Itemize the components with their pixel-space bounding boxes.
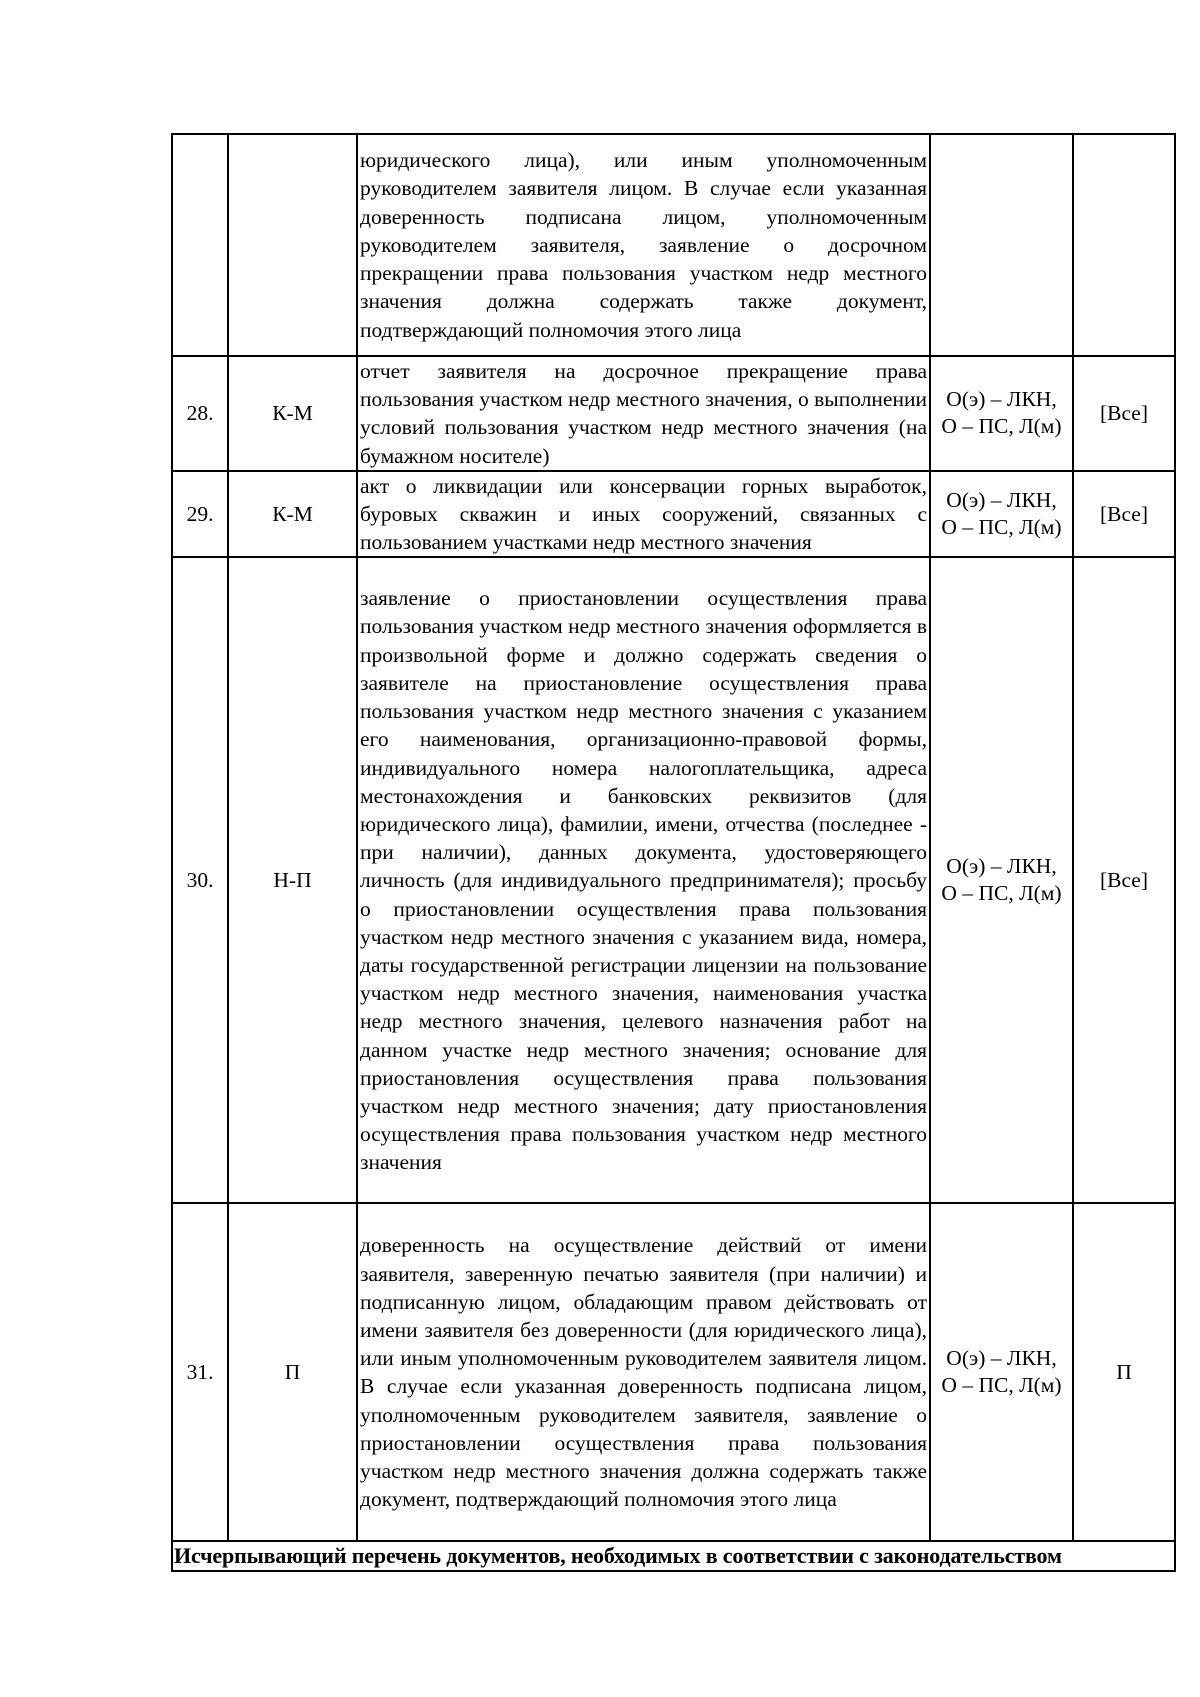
form-line-1: О(э) – ЛКН, xyxy=(946,854,1057,879)
row-submission-form xyxy=(930,356,1073,471)
row-applicant: [Все] xyxy=(1073,356,1175,471)
row-number: 30. xyxy=(172,557,228,1203)
form-line-1: О(э) – ЛКН, xyxy=(946,488,1057,513)
row-applicant: П xyxy=(1073,1203,1175,1541)
row-document-text: юридического лица), или иным уполномоченным руководителем заявителя лицом. В случае если указанная доверенность подписана лицом, уполномоченным руководителем заявителя, заявление о досрочном прекращении права пользования участком недр местного значения должна содержать также документ, подтверждающий полномочия этого лица xyxy=(357,134,930,356)
row-number xyxy=(172,134,228,356)
row-code: К-М xyxy=(228,356,357,471)
table-row xyxy=(172,557,1175,1203)
table-row xyxy=(172,1203,1175,1541)
row-document-text: доверенность на осуществление действий от имени заявителя, заверенную печатью заявителя (при наличии) и подписанную лицом, обладающим правом действовать от имени заявителя без доверенности (для юридического лица), или иным уполномоченным руководителем заявителя лицом. В случае если указанная доверенность подписана лицом, уполномоченным руководителем заявителя, заявление о приостановлении осуществления права пользования участком недр местного значения должна содержать также документ, подтверждающий полномочия этого лица xyxy=(357,1203,930,1541)
form-line-2: О – ПС, Л(м) xyxy=(941,515,1062,540)
row-applicant xyxy=(1073,134,1175,356)
row-code: К-М xyxy=(228,471,357,558)
row-submission-form xyxy=(930,557,1073,1203)
row-number: 28. xyxy=(172,356,228,471)
section-heading: Исчерпывающий перечень документов, необходимых в соответствии с законодательством xyxy=(172,1541,1175,1571)
row-document-text: заявление о приостановлении осуществления права пользования участком недр местного значения оформляется в произвольной форме и должно содержать сведения о заявителе на приостановление осуществления права пользования участком недр местного значения с указанием его наименования, организационно-правовой формы, индивидуального номера налогоплательщика, адреса местонахождения и банковских реквизитов (для юридического лица), фамилии, имени, отчества (последнее - при наличии), данных документа, удостоверяющего личность (для индивидуального предпринимателя); просьбу о приостановлении осуществления права пользования участком недр местного значения с указанием вида, номера, даты государственной регистрации лицензии на пользование участком недр местного значения, наименования участка недр местного значения, целевого назначения работ на данном участке недр местного значения; основание для приостановления осуществления права пользования участком недр местного значения; дату приостановления осуществления права пользования участком недр местного значения xyxy=(357,557,930,1203)
row-number: 31. xyxy=(172,1203,228,1541)
form-line-2: О – ПС, Л(м) xyxy=(941,1373,1062,1398)
form-line-1: О(э) – ЛКН, xyxy=(946,1346,1057,1371)
row-code: Н-П xyxy=(228,557,357,1203)
table-row xyxy=(172,471,1175,558)
row-submission-form xyxy=(930,134,1073,356)
row-number: 29. xyxy=(172,471,228,558)
table-row xyxy=(172,356,1175,471)
row-code xyxy=(228,134,357,356)
row-applicant: [Все] xyxy=(1073,557,1175,1203)
row-document-text: акт о ликвидации или консервации горных выработок, буровых скважин и иных сооружений, связанных с пользованием участками недр местного значения xyxy=(357,471,930,558)
form-line-1: О(э) – ЛКН, xyxy=(946,387,1057,412)
row-submission-form xyxy=(930,1203,1073,1541)
form-line-2: О – ПС, Л(м) xyxy=(941,414,1062,439)
documents-table xyxy=(171,133,1176,1572)
section-heading-row xyxy=(172,1541,1175,1571)
form-line-2: О – ПС, Л(м) xyxy=(941,881,1062,906)
row-applicant: [Все] xyxy=(1073,471,1175,558)
row-submission-form xyxy=(930,471,1073,558)
row-code: П xyxy=(228,1203,357,1541)
row-document-text: отчет заявителя на досрочное прекращение права пользования участком недр местного значения, о выполнении условий пользования участком недр местного значения (на бумажном носителе) xyxy=(357,356,930,471)
table-row xyxy=(172,134,1175,356)
